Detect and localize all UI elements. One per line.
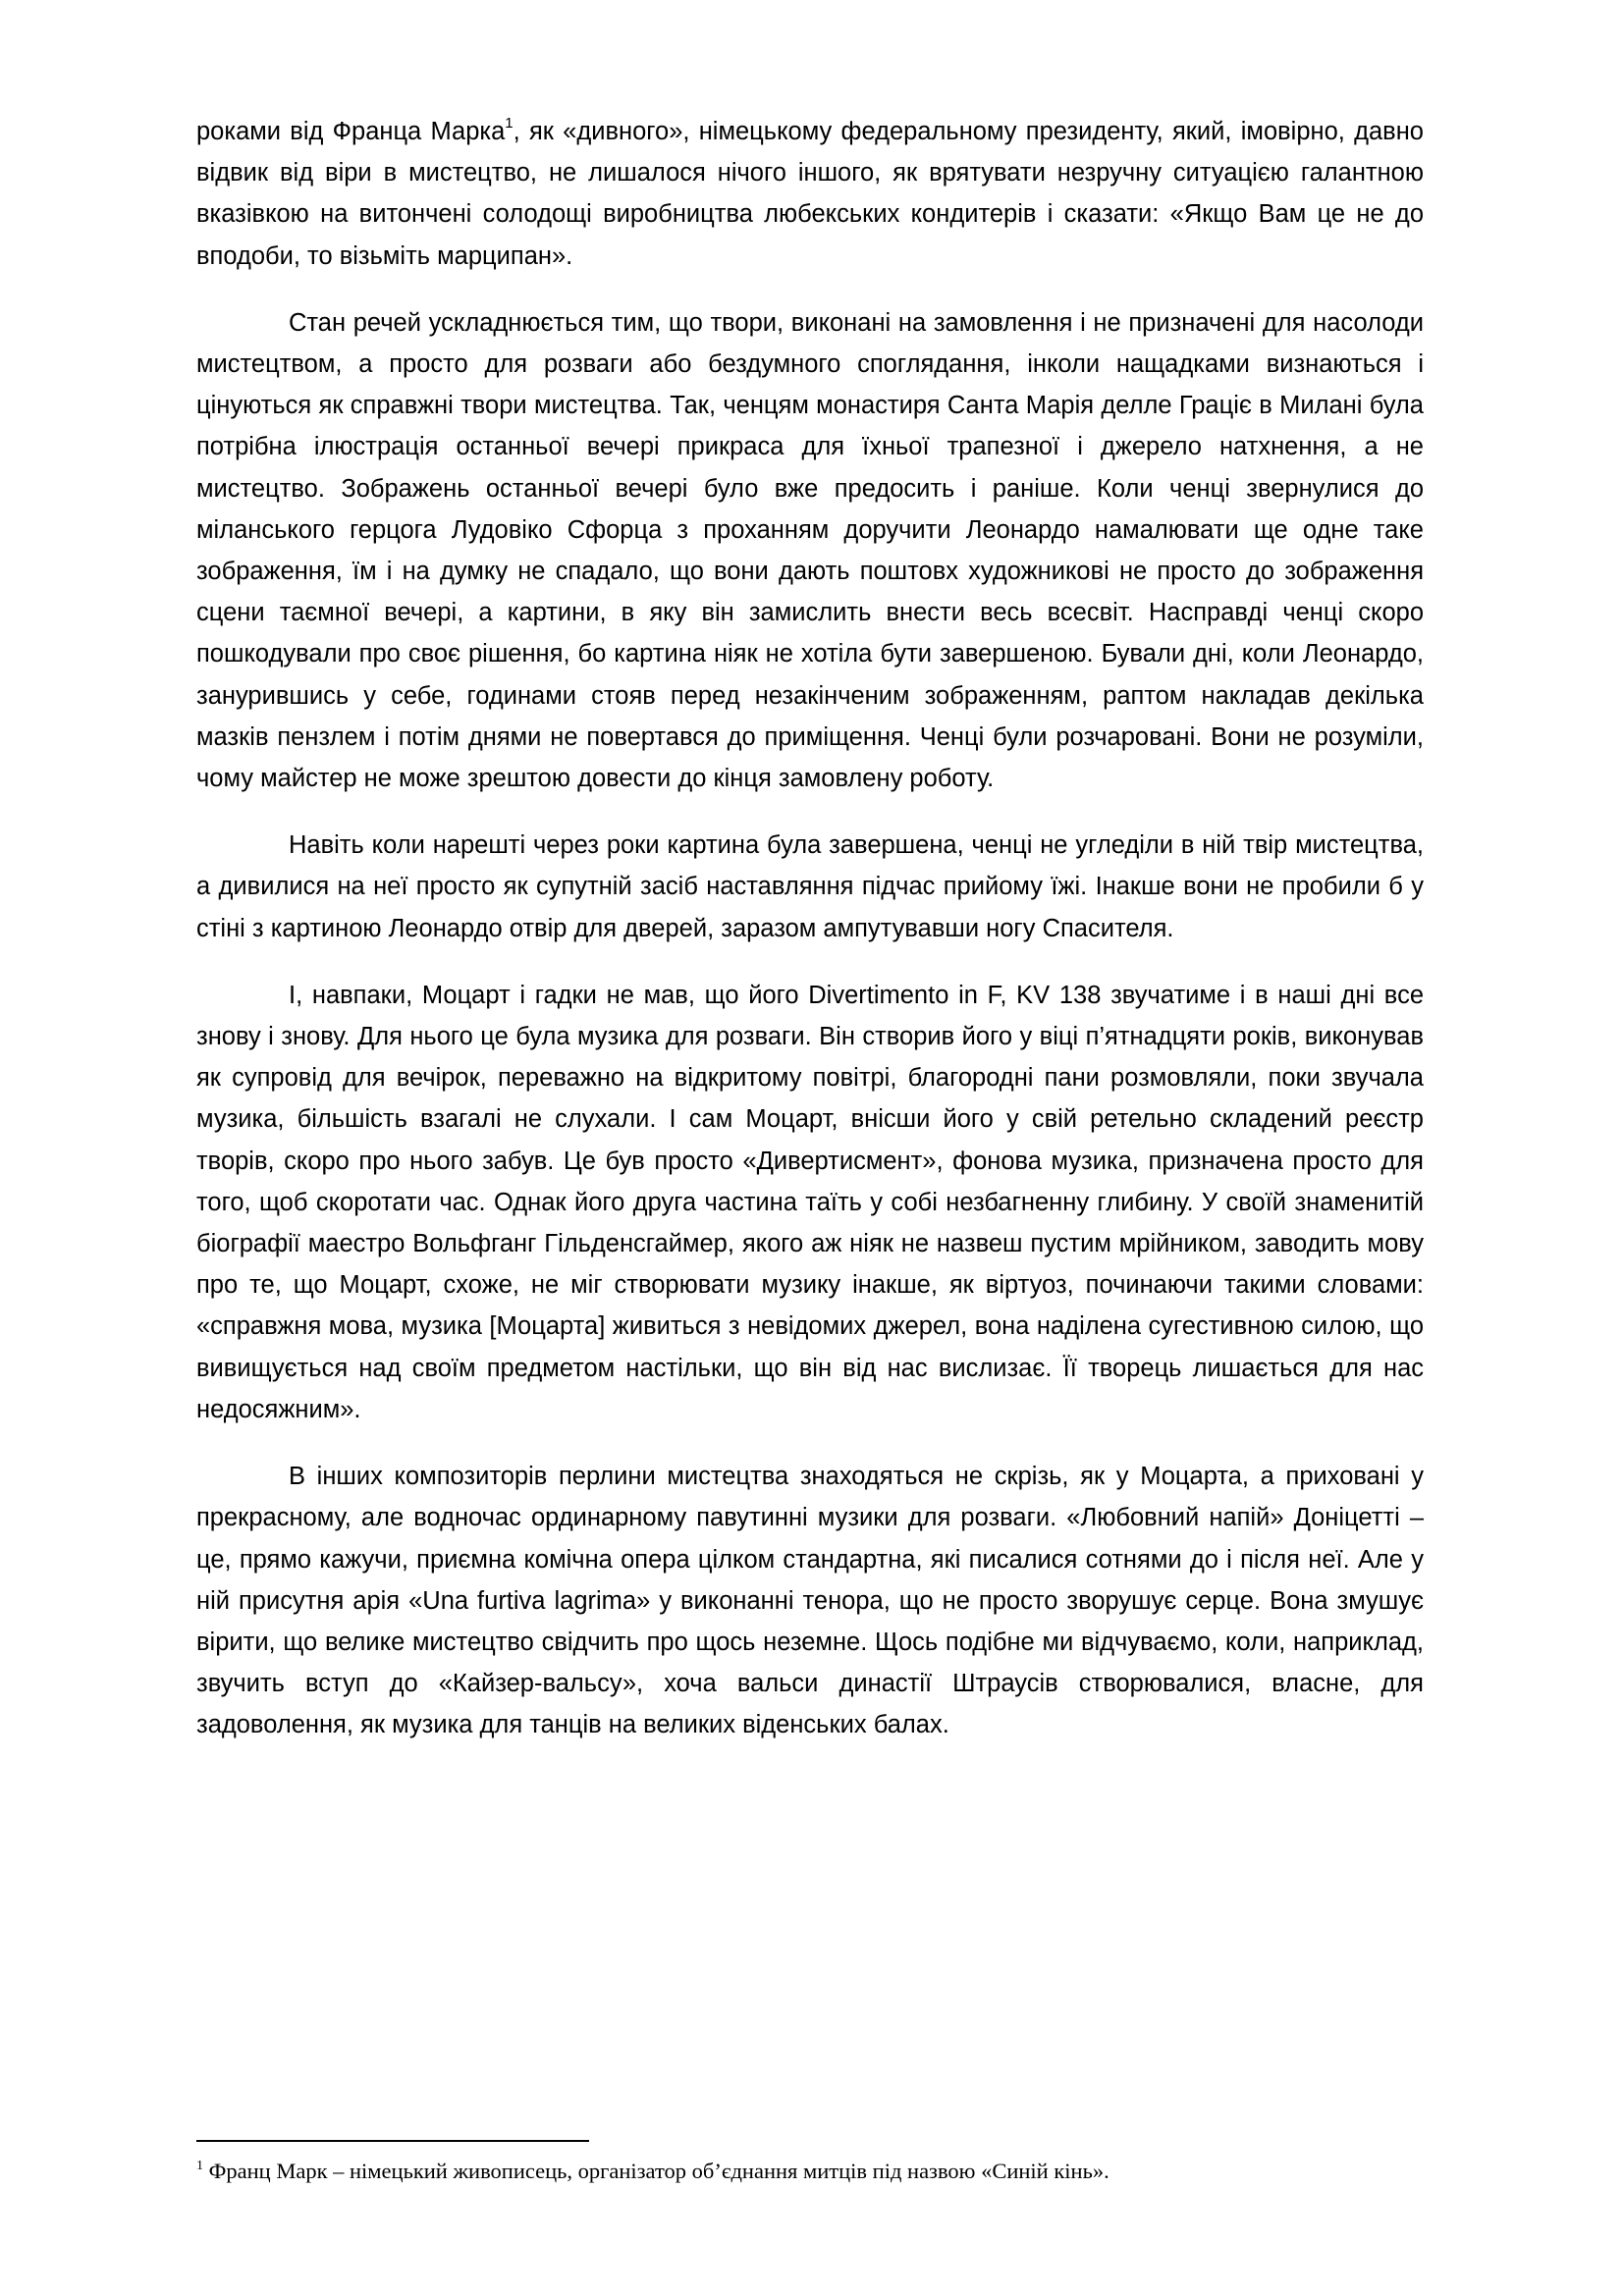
paragraph-2: Стан речей ускладнюється тим, що твори, виконані на замовлення і не призначені для насолоди мистецтвом, а просто для розваги або бездумного споглядання, інколи нащадками визнаються і цінуються як справжні твори мистецтва. Так, ченцям монастиря Санта Марія делле Граціє в Милані була потрібна ілюстрація останньої вечері прикраса для їхньої трапезної і джерело натхнення, а не мистецтво. Зображень останньої вечері було вже предосить і раніше. Коли ченці звернулися до міланського герцога Лудовіко Сфорца з проханням доручити Леонардо намалювати ще одне таке зображення, їм і на думку не спадало, що вони дають поштовх художникові не просто до зображення сцени таємної вечері, а картини, в яку він замислить внести весь всесвіт. Насправді ченці скоро пошкодували про своє рішення, бо картина ніяк не хотіла бути завершеною. Бували дні, коли Леонардо, занурившись у себе, годинами стояв перед незакінченим зображенням, раптом накладав декілька мазків пензлем і потім днями не повертався до приміщення. Ченці були розчаровані. Вони не розуміли, чому майстер не може зрештою довести до кінця замовлену роботу. — [196, 308, 1424, 793]
paragraph-1-text-a: роками від Франца Марка — [196, 118, 506, 145]
footnote-separator — [196, 2140, 589, 2142]
paragraph-1-text-b: , як «дивного», німецькому федеральному президенту, який, імовірно, давно відвик від віри в мистецтво, не лишалося нічого іншого, як врятувати незручну ситуацією галантною вказівкою на витончені солодощі виробництва любекських кондитерів і сказати: «Якщо Вам це не до вподоби, то візьміть марципан». — [196, 118, 1424, 270]
footnote-reference[interactable]: 1 — [505, 115, 514, 132]
paragraph-3: Навіть коли нарешті через роки картина була завершена, ченці не угледіли в ній твір мистецтва, а дивилися на неї просто як супутній засіб наставляння підчас прийому їжі. Інакше вони не пробили б у стіні з картиною Леонардо отвір для дверей, заразом ампутувавши ногу Спасителя. — [196, 831, 1424, 942]
paragraph-4: І, навпаки, Моцарт і гадки не мав, що його Divertimento in F, KV 138 звучатиме і в наші дні все знову і знову. Для нього це була музика для розваги. Він створив його у віці п’ятнадцяти років, виконував як супровід для вечірок, переважно на відкритому повітрі, благородні пани розмовляли, поки звучала музика, більшість взагалі не слухали. І сам Моцарт, внісши його у свій ретельно складений реєстр творів, скоро про нього забув. Це був просто «Дивертисмент», фонова музика, призначена просто для того, щоб скоротати час. Однак його друга частина таїть у собі незбагненну глибину. У своїй знаменитій біографії маестро Вольфганг Гільденсгаймер, якого аж ніяк не назвеш пустим мрійником, заводить мову про те, що Моцарт, схоже, не міг створювати музику інакше, як віртуоз, починаючи такими словами: «справжня мова, музика [Моцарта] живиться з невідомих джерел, вона наділена сугестивною силою, що вивищується над своїм предметом настільки, що він від нас вислизає. Її творець лишається для нас недосяжним». — [196, 981, 1424, 1423]
footnote-mark: 1 — [196, 2159, 203, 2173]
paragraph-5: В інших композиторів перлини мистецтва знаходяться не скрізь, як у Моцарта, а приховані у прекрасному, але водночас ординарному павутинні музики для розваги. «Любовний напій» Доніцетті – це, прямо кажучи, приємна комічна опера цілком стандартна, які писалися сотнями до і після неї. Але у ній присутня арія «Una furtiva lagrima» у виконанні тенора, що не просто зворушує серце. Вона змушує вірити, що велике мистецтво свідчить про щось неземне. Щось подібне ми відчуваємо, коли, наприклад, звучить вступ до «Кайзер-вальсу», хоча вальси династії Штраусів створювалися, власне, для задоволення, як музика для танців на великих віденських балах. — [196, 1463, 1424, 1739]
document-body — [196, 111, 1424, 1772]
paragraph-1 — [196, 111, 1424, 277]
footnote — [196, 2157, 1424, 2186]
footnote-text: Франц Марк – німецький живописець, організатор об’єднання митців під назвою «Синій кінь». — [203, 2159, 1109, 2183]
